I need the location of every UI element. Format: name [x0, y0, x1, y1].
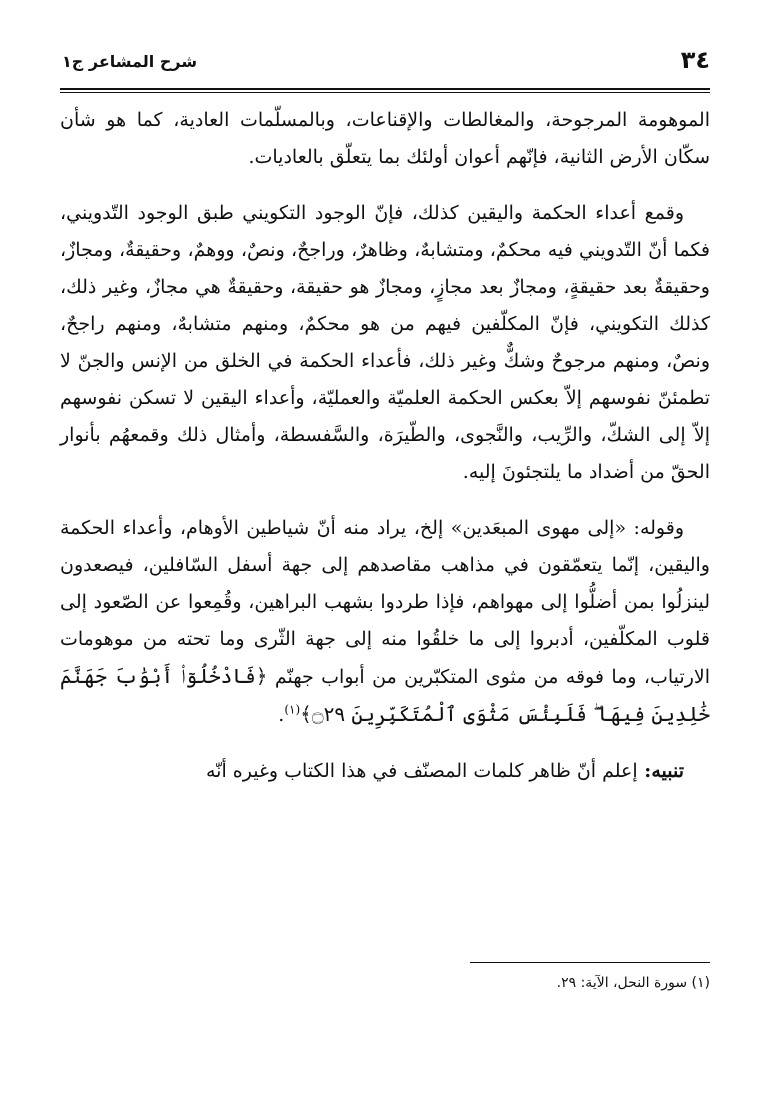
document-page — [60, 40, 710, 1090]
footnote-reference: (١) — [284, 702, 301, 717]
paragraph-text: وقوله: «إلى مهوى المبعَدين» إلخ، يراد منه أنّ شياطين الأوهام، وأعداء الحكمة واليقين، إنّما يتعمّقون في مذاهب مقاصدهم إلى جهة أسفل السّافلين، فيصعدون لينزلُوا بمن أضلُّوا إلى مهواهم، فإذا طردوا بشهب البراهين، وقُمِعوا عن الصّعود إلى قلوب المكلّفين، أدبروا إلى ما خلقُوا منه إلى جهة الثّرى وما تحته من موهومات الارتياب، وما فوقه من مثوى المتكبّرين من أبواب جهنّم — [60, 517, 710, 688]
paragraph-note — [60, 753, 710, 790]
footnote: (١) سورة النحل، الآية: ٢٩. — [556, 975, 710, 991]
quran-verse: ﴿فَادْخُلُوٓا۟ أَبْوَٰبَ جَهَنَّمَ خَٰلِدِينَ فِيهَا ۖ فَلَبِئْسَ مَثْوَى ٱلْمُتَكَبِّرِينَ ۝٢٩﴾ — [60, 664, 710, 726]
paragraph-text: . — [278, 704, 285, 726]
paragraph-commentary — [60, 510, 710, 734]
header-rule — [60, 88, 710, 93]
note-label: تنبيه: — [637, 760, 684, 782]
paragraph-text: إعلم أنّ ظاهر كلمات المصنّف في هذا الكتاب وغيره أنّه — [206, 760, 638, 782]
running-title: شرح المشاعر ج١ — [62, 52, 198, 71]
paragraph-text: الموهومة المرجوحة، والمغالطات والإقناعات، وبالمسلّمات العادية، كما هو شأن سكّان الأرض الثانية، فإنّهم أعوان أولئك بما يتعلّق بالعاديات. — [60, 109, 710, 168]
page-header — [60, 40, 710, 90]
paragraph-continuation — [60, 102, 710, 176]
body-text — [60, 102, 710, 790]
page-number: ٣٤ — [680, 46, 710, 74]
paragraph-wisdom-certainty — [60, 195, 710, 491]
footnote-rule — [470, 962, 710, 963]
paragraph-text: وقمع أعداء الحكمة واليقين كذلك، فإنّ الوجود التكويني طبق الوجود التّدويني، فكما أنّ التّدويني فيه محكمٌ، ومتشابهٌ، وظاهرٌ، وراجحٌ، ونصٌ، ووهمٌ، وحقيقةٌ، ومجازٌ، وحقيقةٌ بعد حقيقةٍ، ومجازٌ بعد مجازٍ، ومجازٌ هو حقيقة، وحقيقةٌ هي مجازٌ، وغير ذلك، كذلك التكويني، فإنّ المكلّفين فيهم من هو محكمٌ، ومنهم متشابهٌ، ومنهم راجحٌ، ونصٌ، ومنهم مرجوحٌ وشكٌّ وغير ذلك، فأعداء الحكمة في الخلق من الإنس والجنّ لا تطمئنّ نفوسهم إلاّ بعكس الحكمة العلميّة والعمليّة، وأعداء اليقين لا تسكن نفوسهم إلاّ إلى الشكّ، والرِّيب، والنَّجوى، والطّيرَة، والسَّفسطة، وأمثال ذلك وقمعهُم بأنوار الحقّ من أضداد ما يلتجئونَ إليه. — [60, 202, 710, 483]
